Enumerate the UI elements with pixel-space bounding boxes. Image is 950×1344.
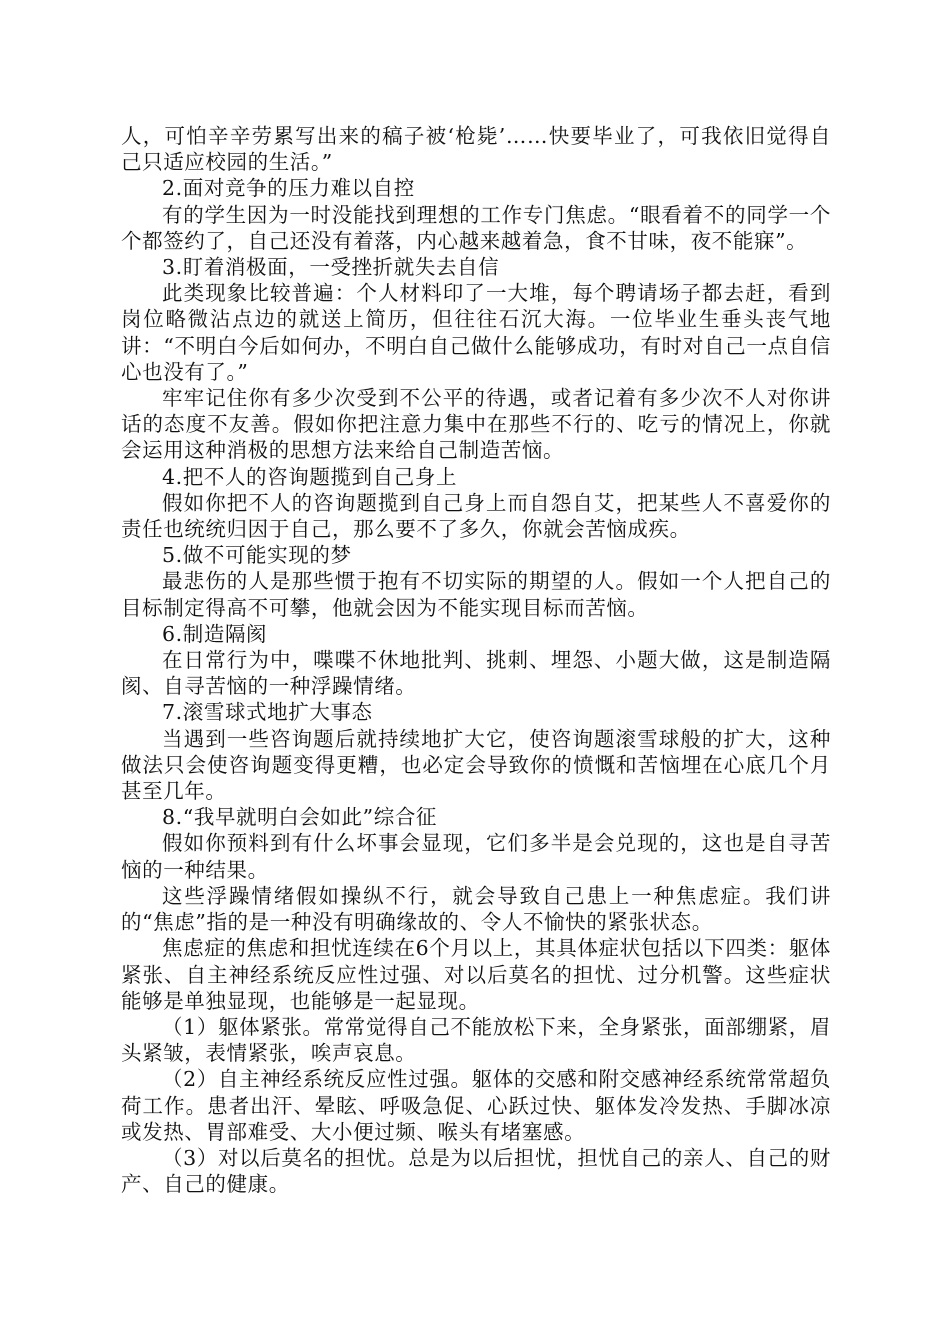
- paragraph: 这些浮躁情绪假如操纵不行，就会导致自己患上一种焦虑症。我们讲的“焦虑”指的是一种没有明确缘故的、令人不愉快的紧张状态。: [121, 883, 831, 935]
- section-heading: 5.做不可能实现的梦: [162, 543, 352, 568]
- paragraph: 有的学生因为一时没能找到理想的工作专门焦虑。“眼看着不的同学一个个都签约了，自己还没有着落，内心越来越着急，食不甘味，夜不能寐”。: [121, 202, 831, 253]
- paragraph: 假如你把不人的咨询题揽到自己身上而自怨自艾，把某些人不喜爱你的责任也统统归因于自己，那么要不了多久，你就会苦恼成疾。: [121, 490, 831, 542]
- paragraph: 人，可怕辛辛劳累写出来的稿子被‘枪毙’……快要毕业了，可我依旧觉得自己只适应校园的生活。”: [121, 124, 831, 175]
- section-heading: 8.“我早就明白会如此”综合征: [162, 805, 438, 830]
- section-heading: 3.盯着消极面，一受挫折就失去自信: [162, 255, 500, 280]
- paragraph: 焦虑症的焦虑和担忧连续在6个月以上，其具体症状包括以下四类：躯体紧张、自主神经系统反应性过强、对以后莫名的担忧、过分机警。这些症状能够是单独显现，也能够是一起显现。: [121, 936, 831, 1013]
- section-heading: 4.把不人的咨询题揽到自己身上: [162, 464, 458, 489]
- section-heading: 7.滚雪球式地扩大事态: [162, 700, 373, 725]
- section-heading: 2.面对竞争的压力难以自控: [162, 176, 415, 201]
- paragraph: 最悲伤的人是那些惯于抱有不切实际的期望的人。假如一个人把自己的目标制定得高不可攀，他就会因为不能实现目标而苦恼。: [121, 569, 831, 620]
- paragraph: 此类现象比较普遍：个人材料印了一大堆，每个聘请场子都去赶，看到岗位略微沾点边的就送上简历，但往往石沉大海。一位毕业生垂头丧气地讲：“不明白今后如何办，不明白自己做什么能够成功，有时对自己一点自信心也没有了。”: [121, 281, 831, 384]
- paragraph: 牢牢记住你有多少次受到不公平的待遇，或者记着有多少次不人对你讲话的态度不友善。假如你把注意力集中在那些不行的、吃亏的情况上，你就会运用这种消极的思想方法来给自己制造苦恼。: [121, 386, 831, 463]
- paragraph: 假如你预料到有什么坏事会显现，它们多半是会兑现的，这也是自寻苦恼的一种结果。: [121, 831, 831, 882]
- document-body: [121, 123, 831, 1197]
- paragraph: （2）自主神经系统反应性过强。躯体的交感和附交感神经系统常常超负荷工作。患者出汗、晕眩、呼吸急促、心跃过快、躯体发冷发热、手脚冰凉或发热、胃部难受、大小便过频、喉头有堵塞感。: [121, 1067, 831, 1144]
- paragraph: （3）对以后莫名的担忧。总是为以后担忧，担忧自己的亲人、自己的财产、自己的健康。: [121, 1145, 831, 1197]
- paragraph: 在日常行为中，喋喋不休地批判、挑刺、埋怨、小题大做，这是制造隔阂、自寻苦恼的一种浮躁情绪。: [121, 648, 831, 699]
- paragraph: （1）躯体紧张。常常觉得自己不能放松下来，全身紧张，面部绷紧，眉头紧皱，表情紧张，唉声哀息。: [121, 1014, 831, 1066]
- paragraph: 当遇到一些咨询题后就持续地扩大它，使咨询题滚雪球般的扩大，这种做法只会使咨询题变得更糟，也必定会导致你的愤慨和苦恼埋在心底几个月甚至几年。: [121, 726, 831, 804]
- section-heading: 6.制造隔阂: [162, 621, 268, 646]
